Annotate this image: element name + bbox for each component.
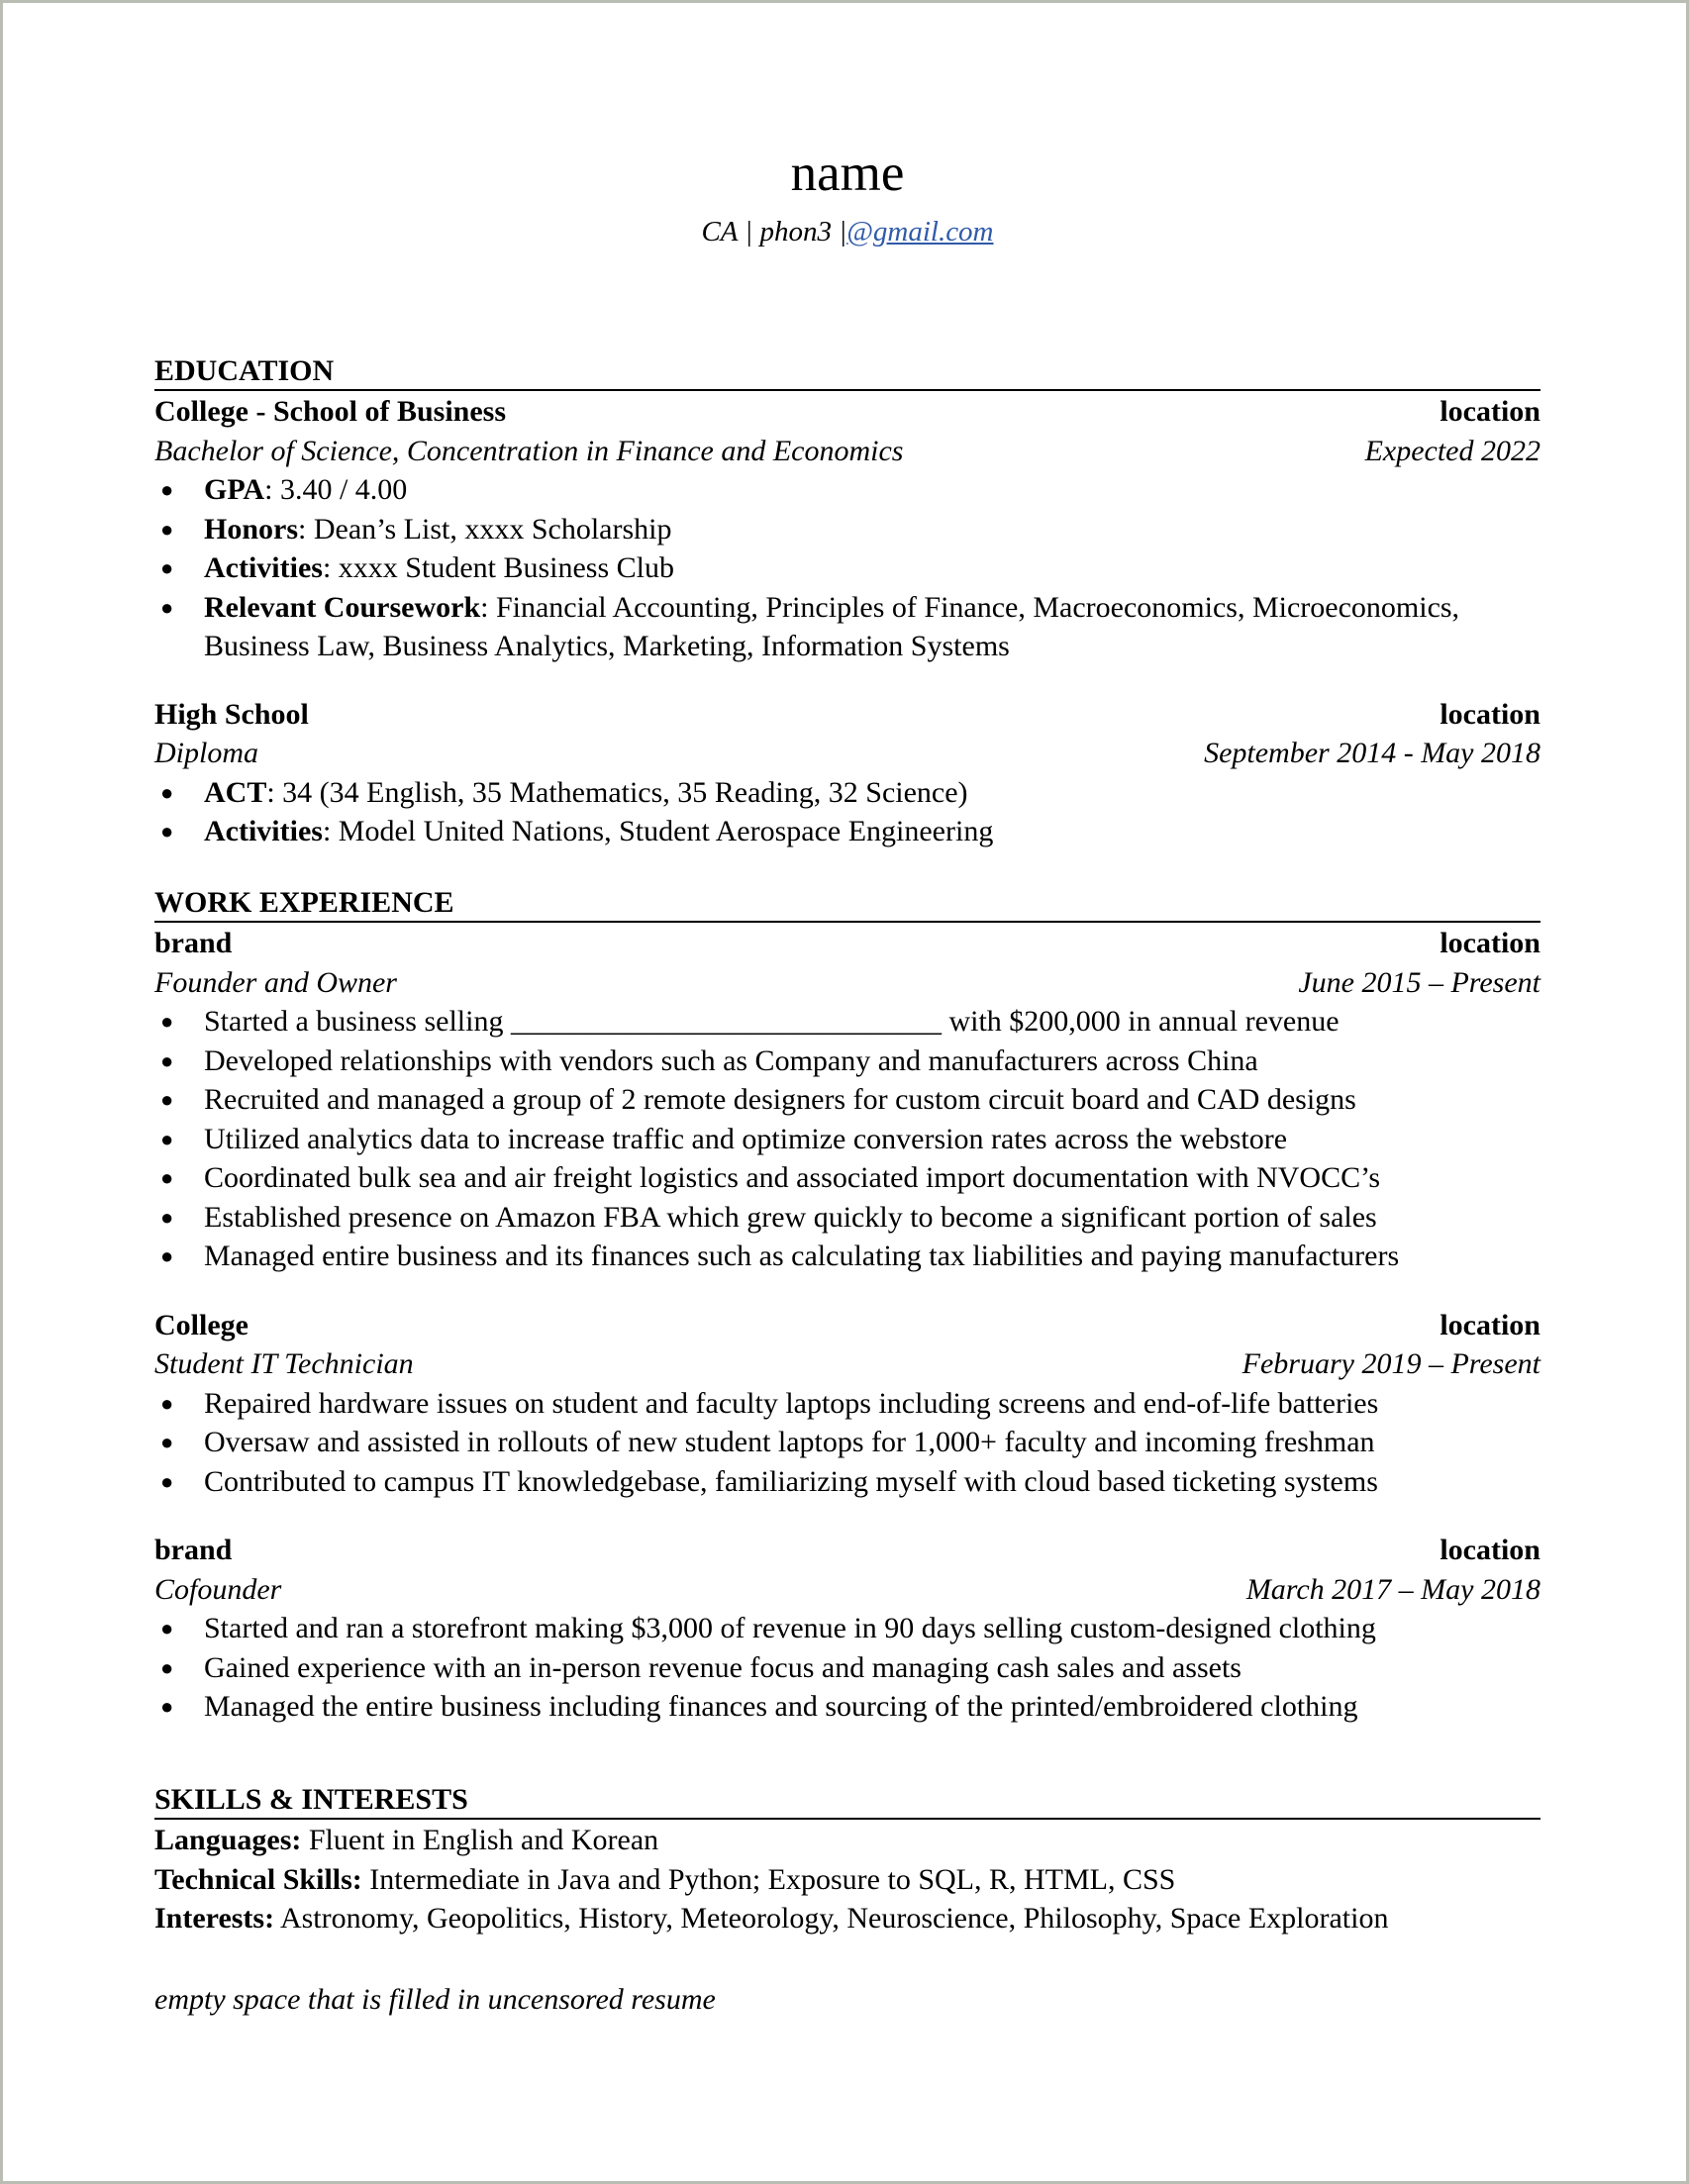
- bullet-text: Established presence on Amazon FBA which grew quickly to become a significant portion of sales: [204, 1200, 1377, 1234]
- entry-date: March 2017 – May 2018: [1245, 1572, 1540, 1606]
- resume-page: [3, 3, 1686, 2181]
- work-entry-brand-cofounder: [154, 1531, 1540, 1727]
- contact-info: CA | phon3 |: [701, 216, 847, 248]
- bullet-icon: ●: [160, 1126, 174, 1151]
- list-item: [154, 1198, 1540, 1238]
- entry-subheader-row: [154, 432, 1540, 471]
- list-item: [154, 1648, 1540, 1688]
- bullet-text: Repaired hardware issues on student and faculty laptops including screens and end-of-life batteries: [204, 1386, 1379, 1420]
- skill-text: Astronomy, Geopolitics, History, Meteorology, Neuroscience, Philosophy, Space Exploration: [274, 1902, 1389, 1935]
- bullet-icon: ●: [160, 1616, 174, 1640]
- bullet-label: Honors: [204, 512, 299, 546]
- list-item: [154, 1384, 1540, 1424]
- bullet-label: Activities: [204, 815, 323, 847]
- entry-subheader-row: [154, 734, 1540, 773]
- bullet-icon: ●: [160, 1009, 174, 1034]
- bullet-icon: ●: [160, 819, 174, 844]
- bullet-text: Managed the entire business including finances and sourcing of the printed/embroidered clothing: [204, 1690, 1358, 1723]
- list-item: [154, 1042, 1540, 1081]
- list-item: [154, 588, 1540, 666]
- bullet-text: Recruited and managed a group of 2 remote designers for custom circuit board and CAD designs: [204, 1083, 1356, 1116]
- bullet-icon: ●: [160, 1243, 174, 1268]
- bullet-text: Developed relationships with vendors such as Company and manufacturers across China: [204, 1043, 1258, 1077]
- resume-header: [154, 144, 1540, 250]
- entry-subheader-row: [154, 1570, 1540, 1610]
- entry-bullets: [154, 1384, 1540, 1502]
- bullet-icon: ●: [160, 1654, 174, 1680]
- entry-header-row: [154, 1531, 1540, 1570]
- entry-location: location: [1440, 395, 1540, 428]
- bullet-icon: ●: [160, 1087, 174, 1112]
- entry-org: brand: [154, 927, 233, 959]
- bullet-icon: ●: [160, 779, 174, 805]
- entry-role: Founder and Owner: [154, 965, 397, 999]
- entry-date: June 2015 – Present: [1298, 965, 1540, 999]
- skill-label: Interests:: [154, 1902, 275, 1935]
- bullet-text: Started and ran a storefront making $3,000 of revenue in 90 days selling custom-designed clothing: [204, 1612, 1376, 1644]
- entry-location: location: [1440, 697, 1540, 731]
- education-section: [154, 353, 1540, 851]
- education-entry-college: [154, 392, 1540, 666]
- bullet-label: Relevant Coursework: [204, 590, 481, 624]
- education-entry-high-school: [154, 695, 1540, 851]
- entry-org: College - School of Business: [154, 395, 507, 428]
- bullet-text: Coordinated bulk sea and air freight logistics and associated import documentation with NVOCC’s: [204, 1161, 1381, 1194]
- entry-subheader-row: [154, 963, 1540, 1003]
- entry-header-row: [154, 924, 1540, 963]
- list-item: [154, 1237, 1540, 1276]
- skill-line-interests: [154, 1899, 1540, 1938]
- bullet-text: Contributed to campus IT knowledgebase, familiarizing myself with cloud based ticketing systems: [204, 1464, 1378, 1498]
- bullet-text: Oversaw and assisted in rollouts of new student laptops for 1,000+ faculty and incoming freshman: [204, 1426, 1375, 1458]
- work-experience-heading: WORK EXPERIENCE: [154, 885, 1540, 923]
- entry-subheader-row: [154, 1344, 1540, 1384]
- entry-header-row: [154, 392, 1540, 432]
- bullet-icon: ●: [160, 1047, 174, 1073]
- skill-line-languages: [154, 1821, 1540, 1860]
- list-item: [154, 470, 1540, 510]
- bullet-text: : Financial Accounting, Principles of Finance, Macroeconomics, Microeconomics, Business Law, Business Analytics, Marketing, Information Systems: [204, 590, 1460, 662]
- entry-date: September 2014 - May 2018: [1204, 737, 1540, 769]
- list-item: [154, 1609, 1540, 1648]
- list-item: [154, 1462, 1540, 1502]
- bullet-icon: ●: [160, 1390, 174, 1416]
- skills-heading: SKILLS & INTERESTS: [154, 1782, 1540, 1820]
- entry-bullets: [154, 470, 1540, 666]
- bullet-icon: ●: [160, 516, 174, 542]
- entry-date: Expected 2022: [1364, 434, 1540, 467]
- bullet-label: Activities: [204, 551, 323, 584]
- bullet-text: : xxxx Student Business Club: [322, 551, 675, 584]
- bullet-label: GPA: [204, 473, 265, 506]
- bullet-text: : 3.40 / 4.00: [264, 473, 408, 506]
- entry-bullets: [154, 1609, 1540, 1727]
- work-experience-section: [154, 885, 1540, 1727]
- bullet-text: Gained experience with an in-person revenue focus and managing cash sales and assets: [204, 1650, 1242, 1684]
- entry-header-row: [154, 1306, 1540, 1345]
- bullet-icon: ●: [160, 1165, 174, 1190]
- bullet-text: : Dean’s List, xxxx Scholarship: [298, 512, 672, 546]
- entry-location: location: [1440, 927, 1540, 959]
- education-heading: EDUCATION: [154, 353, 1540, 391]
- skills-section: [154, 1782, 1540, 1938]
- email-link[interactable]: @gmail.com: [846, 216, 994, 248]
- list-item: [154, 1080, 1540, 1120]
- list-item: [154, 812, 1540, 851]
- work-entry-college-it: [154, 1306, 1540, 1502]
- entry-org: High School: [154, 697, 309, 731]
- entry-location: location: [1440, 1534, 1540, 1566]
- list-item: [154, 1002, 1540, 1042]
- bullet-icon: ●: [160, 477, 174, 502]
- skill-text: Fluent in English and Korean: [301, 1824, 659, 1856]
- bullet-icon: ●: [160, 555, 174, 580]
- entry-role: Student IT Technician: [154, 1347, 414, 1380]
- list-item: [154, 548, 1540, 588]
- bullet-label: ACT: [204, 775, 267, 809]
- bullet-icon: ●: [160, 1204, 174, 1230]
- contact-line: [154, 213, 1540, 250]
- entry-org: brand: [154, 1534, 233, 1566]
- entry-header-row: [154, 695, 1540, 735]
- applicant-name: name: [790, 145, 905, 202]
- entry-role: Cofounder: [154, 1572, 282, 1606]
- entry-bullets: [154, 1002, 1540, 1276]
- bullet-text: Started a business selling _____________________________ with $200,000 in annual revenue: [204, 1005, 1340, 1038]
- work-entry-brand-founder: [154, 924, 1540, 1276]
- entry-location: location: [1440, 1308, 1540, 1341]
- skill-label: Technical Skills:: [154, 1862, 362, 1896]
- entry-role: Diploma: [154, 737, 258, 769]
- bullet-text: Utilized analytics data to increase traffic and optimize conversion rates across the webstore: [204, 1122, 1288, 1155]
- list-item: [154, 1687, 1540, 1727]
- list-item: [154, 1423, 1540, 1462]
- bullet-icon: ●: [160, 1468, 174, 1494]
- skill-text: Intermediate in Java and Python; Exposure to SQL, R, HTML, CSS: [361, 1862, 1176, 1896]
- bullet-icon: ●: [160, 1430, 174, 1454]
- footer-note: empty space that is filled in uncensored resume: [154, 1983, 716, 2016]
- bullet-text: : Model United Nations, Student Aerospace Engineering: [322, 815, 994, 847]
- skill-label: Languages:: [154, 1824, 302, 1856]
- bullet-icon: ●: [160, 594, 174, 620]
- entry-bullets: [154, 773, 1540, 851]
- bullet-text: : 34 (34 English, 35 Mathematics, 35 Reading, 32 Science): [266, 775, 968, 809]
- entry-date: February 2019 – Present: [1242, 1347, 1540, 1380]
- bullet-text: Managed entire business and its finances such as calculating tax liabilities and paying manufacturers: [204, 1240, 1400, 1272]
- skill-line-technical: [154, 1860, 1540, 1900]
- list-item: [154, 1158, 1540, 1198]
- list-item: [154, 1120, 1540, 1159]
- list-item: [154, 510, 1540, 549]
- list-item: [154, 773, 1540, 813]
- entry-role: Bachelor of Science, Concentration in Finance and Economics: [154, 434, 904, 467]
- entry-org: College: [154, 1308, 248, 1341]
- bullet-icon: ●: [160, 1694, 174, 1719]
